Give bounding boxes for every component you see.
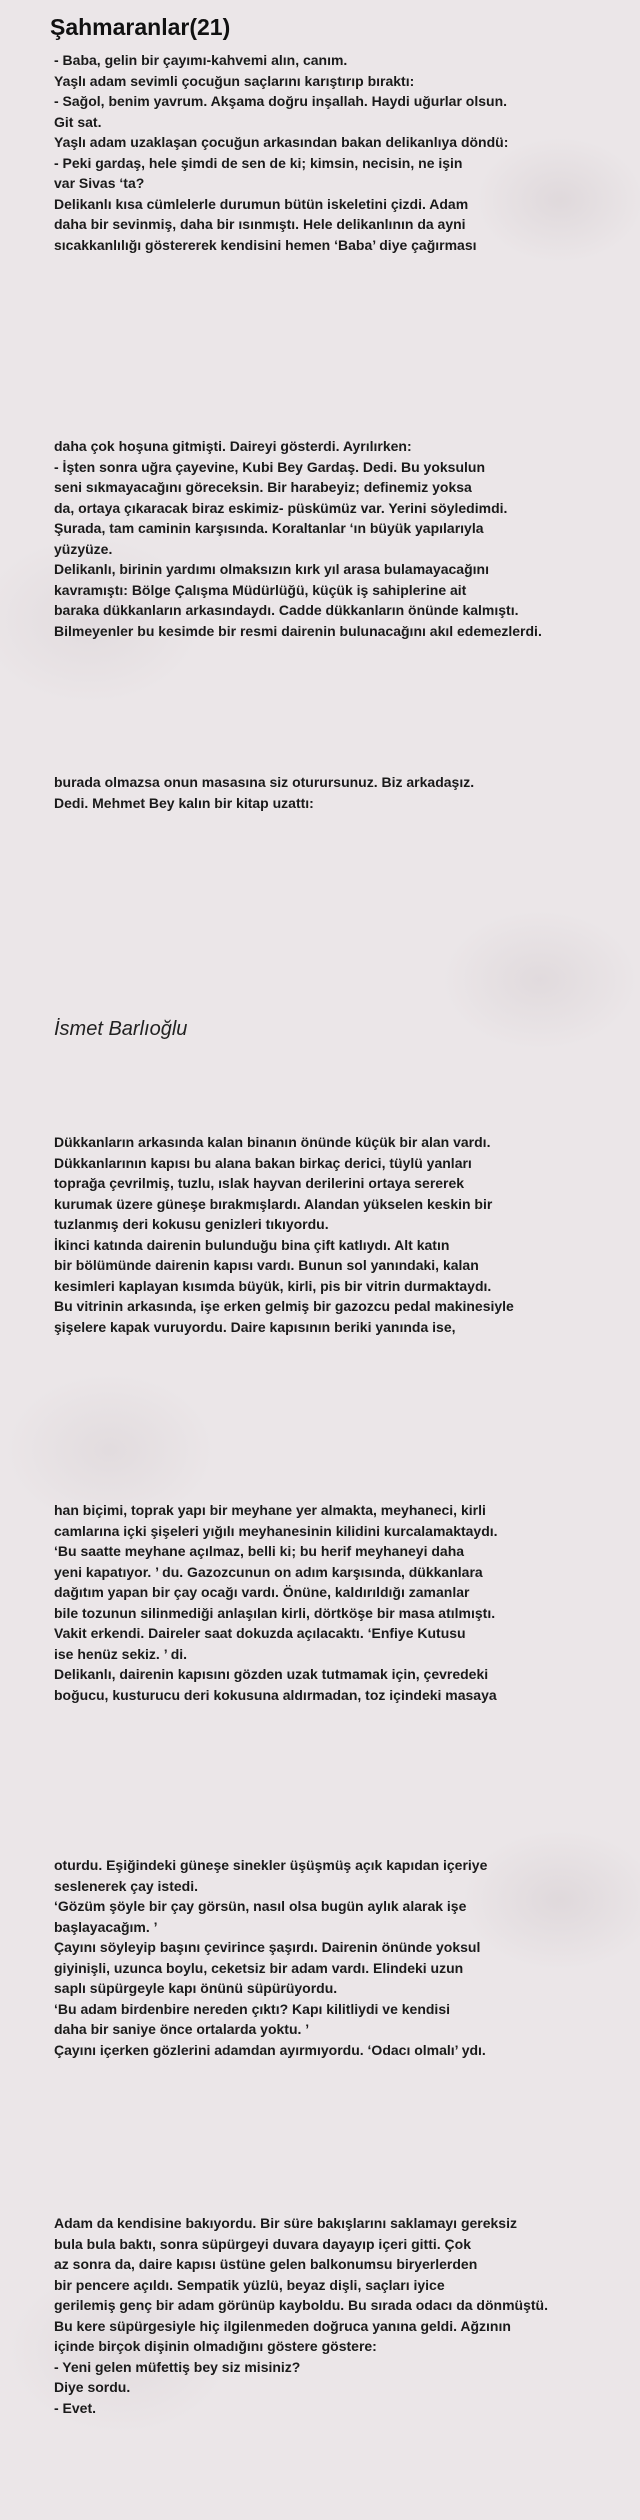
poem-line: Delikanlı kısa cümlelerle durumun bütün iskeletini çizdi. Adam: [54, 195, 469, 212]
poem-line: daha bir saniye önce ortalarda yoktu. ’: [54, 2021, 310, 2037]
poem-line: - Sağol, benim yavrum. Akşama doğru inşallah. Haydi uğurlar olsun.: [54, 93, 508, 109]
poem-line: ‘Bu saatte meyhane açılmaz, belli ki; bu herif meyhaneyi daha: [54, 1543, 465, 1559]
poem-line: camlarına içki şişeleri yığılı meyhanesinin kilidini kurcalamaktaydı.: [54, 1522, 498, 1539]
poem-line: - Peki gardaş, hele şimdi de sen de ki; kimsin, necisin, ne işin: [54, 154, 463, 171]
poem-line: gerilemiş genç bir adam görünüp kayboldu. Bu sırada odacı da dönmüştü.: [54, 2297, 548, 2313]
poem-line: daha bir sevinmiş, daha bir ısınmıştı. Hele delikanlının da ayni: [54, 216, 466, 232]
poem-line: giyinişli, uzunca boylu, ceketsiz bir adam vardı. Elindeki uzun: [54, 1959, 464, 1976]
poem-line: Dükkanlarının kapısı bu alana bakan birkaç derici, tüylü yanları: [54, 1154, 472, 1171]
poem-line: kesimleri kaplayan kısımda büyük, kirli, pis bir vitrin durmaktaydı.: [54, 1277, 492, 1294]
poem-title: Şahmaranlar(21): [50, 14, 231, 40]
poem-line: Adam da kendisine bakıyordu. Bir süre bakışlarını saklamayı gereksiz: [54, 2215, 517, 2231]
poem-line: - Evet.: [54, 2399, 97, 2416]
poem-line: ‘Gözüm şöyle bir çay görsün, nasıl olsa bugün aylık alarak işe: [54, 1898, 467, 1914]
poem-line: seni sıkmayacağını göreceksin. Bir harabeyiz; definemiz yoksa: [54, 479, 472, 495]
poem-line: Diye sordu.: [54, 2379, 131, 2395]
poem-line: dağıtım yapan bir çay ocağı vardı. Önüne, kaldırıldığı zamanlar: [54, 1584, 470, 1600]
stanza-6: [54, 1855, 634, 2060]
poem-line: Şurada, tam caminin karşısında. Koraltanlar ‘ın büyük yapılarıyla: [54, 520, 484, 536]
poem-line: yüzyüze.: [54, 540, 113, 557]
stanza-1: [54, 50, 634, 255]
poem-line: boğucu, kusturucu deri kokusuna aldırmadan, toz içindeki masaya: [54, 1686, 497, 1703]
poem-line: şişelere kapak vuruyordu. Daire kapısının beriki yanında ise,: [54, 1318, 456, 1335]
poem-line: - Baba, gelin bir çayımı-kahvemi alın, canım.: [54, 52, 348, 68]
poem-line: az sonra da, daire kapısı üstüne gelen balkonumsu biryerlerden: [54, 2256, 478, 2272]
poem-line: saplı süpürgeyle kapı önünü süpürüyordu.: [54, 1980, 338, 1996]
poem-line: Dedi. Mehmet Bey kalın bir kitap uzattı:: [54, 794, 314, 811]
author-name: İsmet Barlıoğlu: [54, 1018, 188, 1040]
poem-line: ‘Bu adam birdenbire nereden çıktı? Kapı kilitliydi ve kendisi: [54, 2000, 450, 2017]
poem-line: toprağa çevrilmiş, tuzlu, ıslak hayvan derilerini ortaya sererek: [54, 1175, 465, 1191]
poem-line: seslenerek çay istedi.: [54, 1877, 198, 1894]
poem-line: Delikanlı, birinin yardımı olmaksızın kırk yıl arasa bulamayacağını: [54, 561, 489, 577]
stanza-7: [54, 2213, 634, 2418]
poem-line: ise henüz sekiz. ’ di.: [54, 1645, 188, 1662]
stanza-4: [54, 1132, 634, 1337]
poem-line: Bu vitrinin arkasında, işe erken gelmiş bir gazozcu pedal makinesiyle: [54, 1298, 514, 1314]
stanza-3: [54, 772, 634, 813]
poem-line: han biçimi, toprak yapı bir meyhane yer almakta, meyhaneci, kirli: [54, 1502, 486, 1518]
poem-line: Yaşlı adam uzaklaşan çocuğun arkasından bakan delikanlıya döndü:: [54, 134, 509, 150]
poem-line: bir bölümünde dairenin kapısı vardı. Bunun sol yanındaki, kalan: [54, 1257, 479, 1273]
poem-line: Dükkanların arkasında kalan binanın önünde küçük bir alan vardı.: [54, 1134, 491, 1150]
poem-line: daha çok hoşuna gitmişti. Daireyi gösterdi. Ayrılırken:: [54, 438, 412, 454]
poem-line: Bilmeyenler bu kesimde bir resmi dairenin bulunacağını akıl edemezlerdi.: [54, 622, 542, 639]
stanza-2: [54, 436, 634, 641]
poem-line: bula bula baktı, sonra süpürgeyi duvara dayayıp içeri gitti. Çok: [54, 2235, 471, 2252]
poem-line: Yaşlı adam sevimli çocuğun saçlarını karıştırıp bıraktı:: [54, 72, 415, 89]
poem-line: Bu kere süpürgesiyle hiç ilgilenmeden doğruca yanına geldi. Ağzının: [54, 2317, 511, 2334]
poem-line: oturdu. Eşiğindeki güneşe sinekler üşüşmüş açık kapıdan içeriye: [54, 1857, 488, 1873]
poem-line: - Yeni gelen müfettiş bey siz misiniz?: [54, 2358, 301, 2375]
stanza-5: [54, 1500, 634, 1705]
poem-line: Çayını söyleyip başını çevirince şaşırdı. Dairenin önünde yoksul: [54, 1939, 481, 1955]
poem-line: bir pencere açıldı. Sempatik yüzlü, beyaz dişli, saçları iyice: [54, 2276, 445, 2293]
poem-line: kurumak üzere güneşe bırakmışlardı. Alandan yükselen keskin bir: [54, 1195, 493, 1212]
poem-line: Çayını içerken gözlerini adamdan ayırmıyordu. ‘Odacı olmalı’ ydı.: [54, 2041, 486, 2058]
poem-line: yeni kapatıyor. ’ du. Gazozcunun on adım karşısında, dükkanlara: [54, 1563, 483, 1580]
poem-line: bile tozunun silinmediği anlaşılan kirli, dörtköşe bir masa atılmıştı.: [54, 1604, 496, 1621]
poem-line: başlayacağım. ’: [54, 1918, 158, 1935]
poem-line: İkinci katında dairenin bulunduğu bina çift katlıydı. Alt katın: [54, 1236, 450, 1253]
poem-line: burada olmazsa onun masasına siz oturursunuz. Biz arkadaşız.: [54, 774, 475, 790]
poem-line: içinde birçok dişinin olmadığını göstere göstere:: [54, 2338, 377, 2354]
poem-line: - İşten sonra uğra çayevine, Kubi Bey Gardaş. Dedi. Bu yoksulun: [54, 458, 486, 475]
poem-line: Vakit erkendi. Daireler saat dokuzda açılacaktı. ‘Enfiye Kutusu: [54, 1625, 466, 1641]
poem-line: tuzlanmış deri kokusu genizleri tıkıyordu.: [54, 1216, 329, 1232]
poem-line: Delikanlı, dairenin kapısını gözden uzak tutmamak için, çevredeki: [54, 1666, 489, 1682]
poem-line: kavramıştı: Bölge Çalışma Müdürlüğü, küçük iş sahiplerine ait: [54, 581, 467, 598]
poem-line: baraka dükkanların arkasındaydı. Cadde dükkanların önünde kalmıştı.: [54, 602, 519, 618]
poem-line: Git sat.: [54, 113, 102, 130]
poem-line: da, ortaya çıkaracak biraz eskimiz- püskümüz var. Yerini söyledimdi.: [54, 499, 508, 516]
poem-line: sıcakkanlılığı göstererek kendisini hemen ‘Baba’ diye çağırması: [54, 236, 477, 253]
poem-line: var Sivas ‘ta?: [54, 175, 145, 191]
